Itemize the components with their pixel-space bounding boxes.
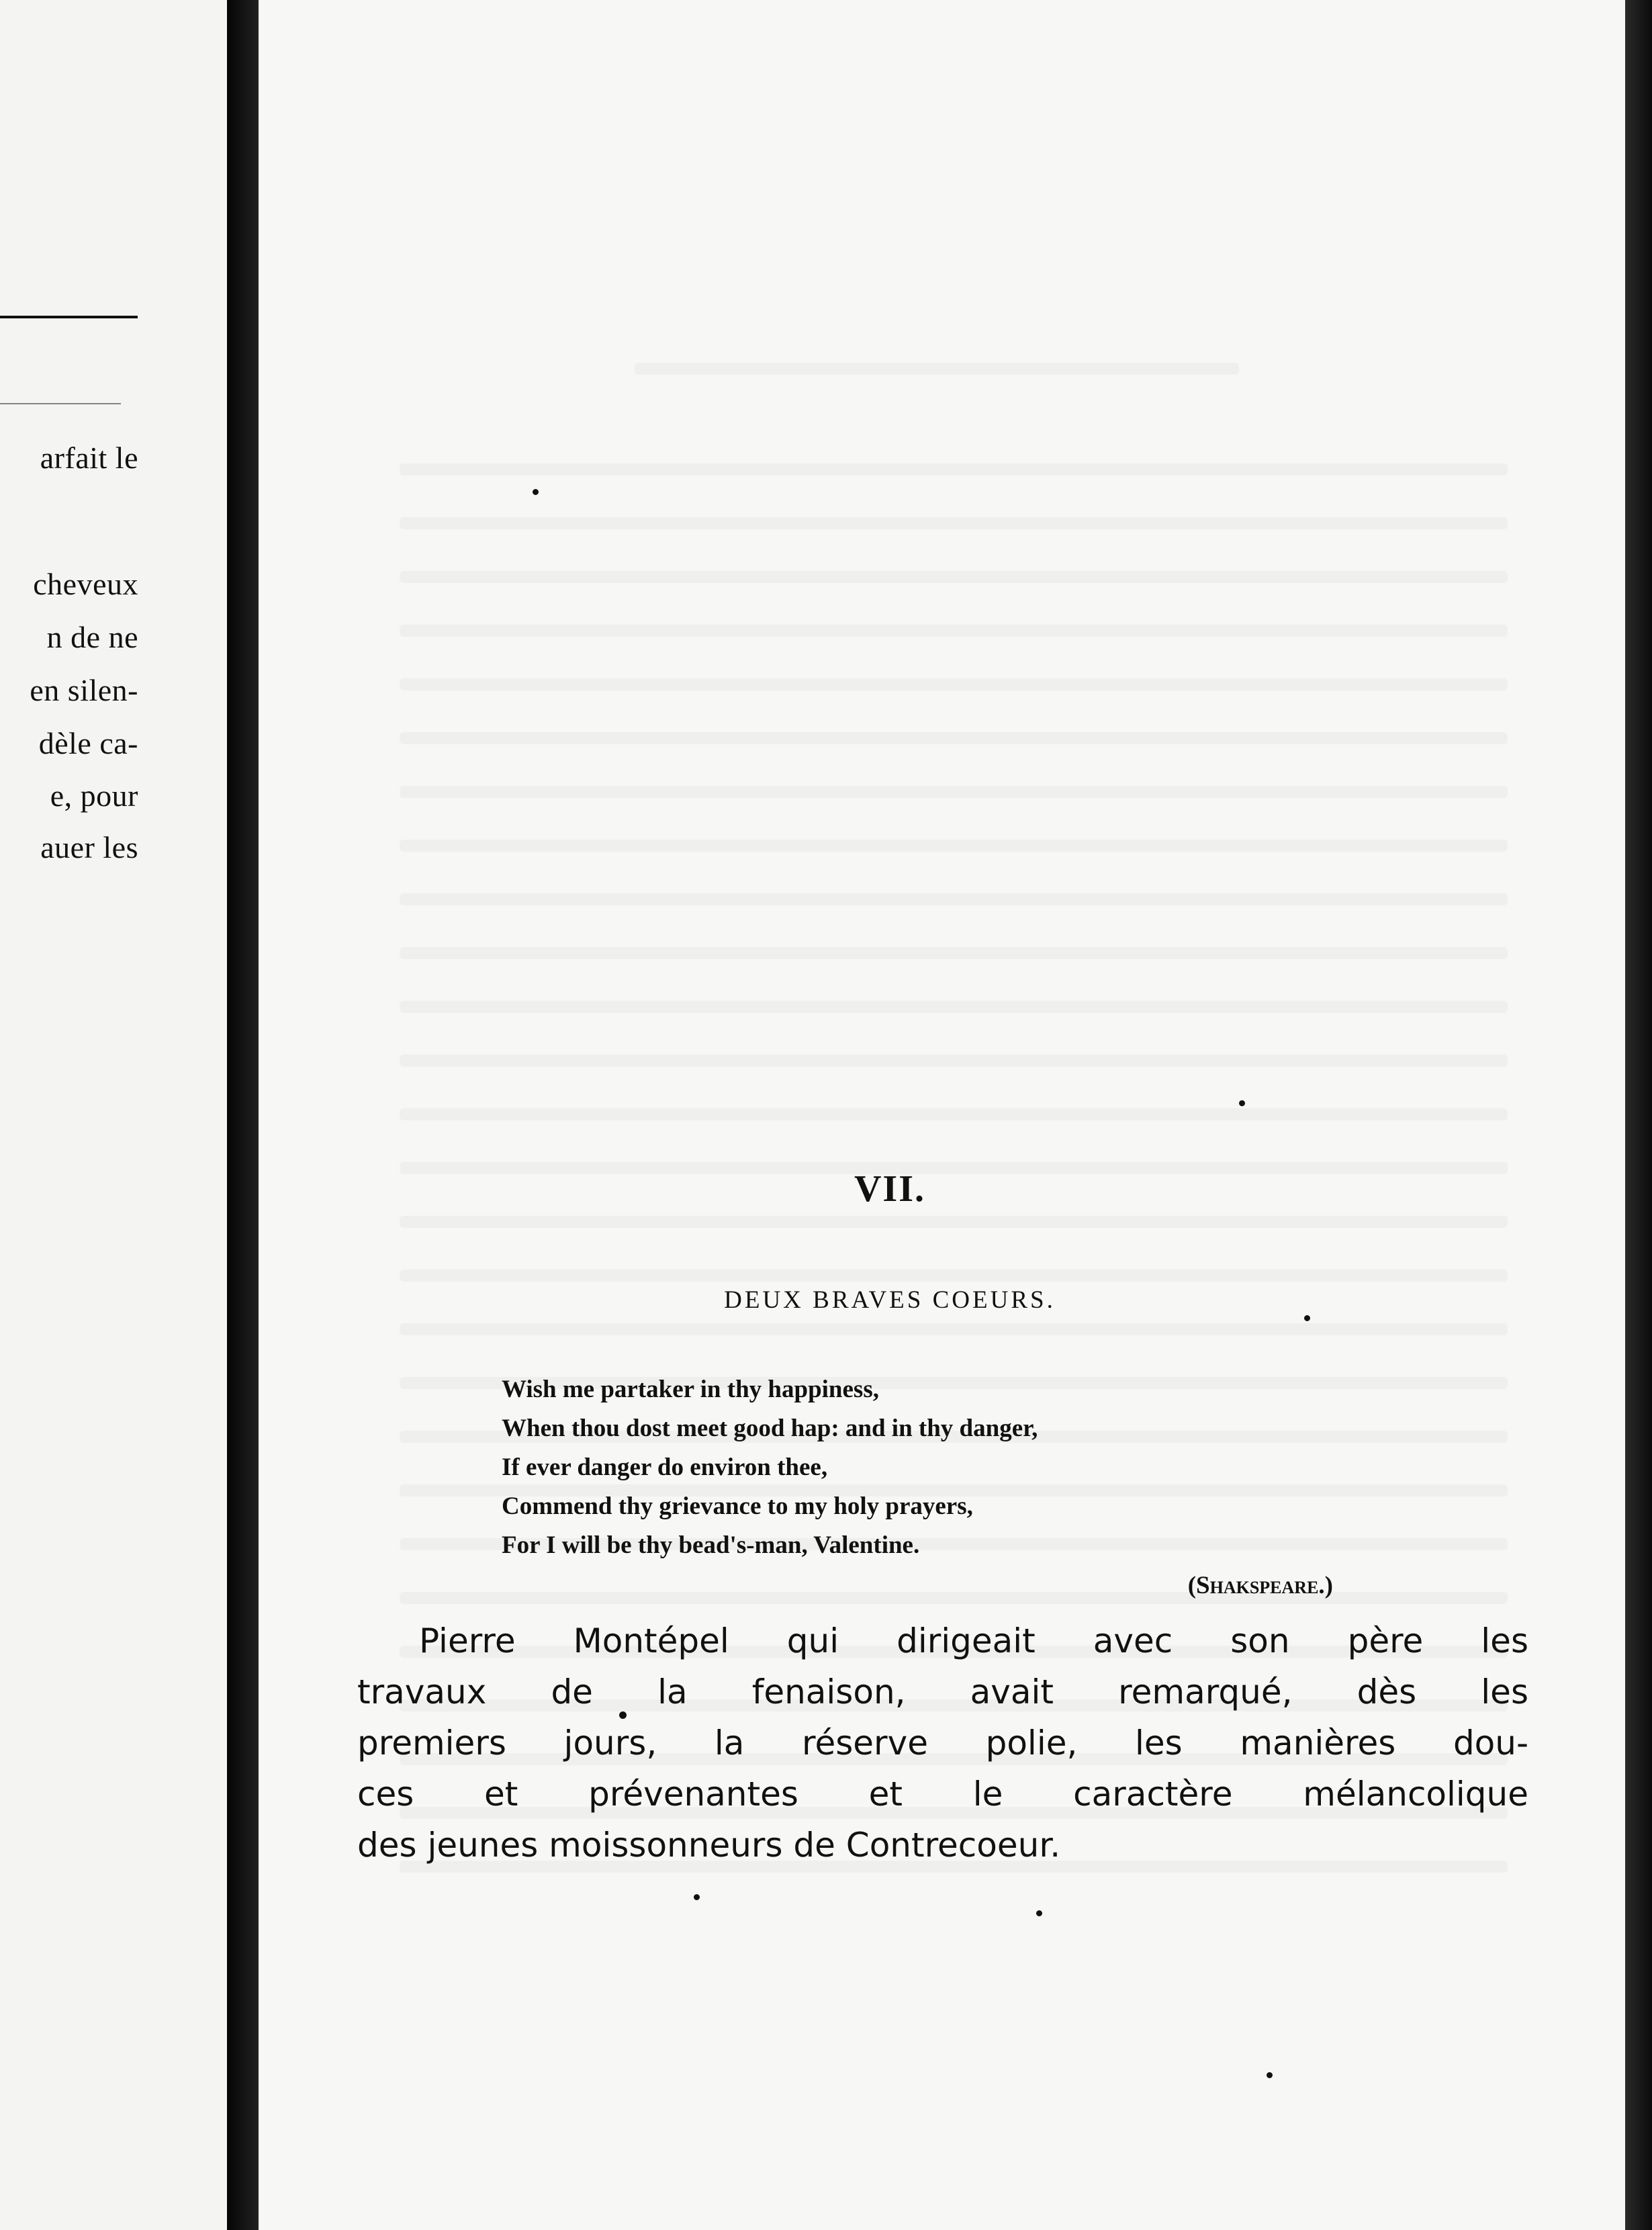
scan-speck [1036, 1910, 1042, 1916]
epigraph-line: For I will be thy bead's-man, Valentine. [502, 1531, 920, 1559]
body-line: ces et prévenantes et le caractère mélancolique [357, 1775, 1528, 1814]
scan-speck [1304, 1315, 1310, 1321]
show-through-text [400, 1055, 1508, 1067]
left-page-top-rule [0, 316, 138, 318]
show-through-text [400, 732, 1508, 744]
left-page-fragment: n de ne [46, 620, 138, 654]
left-page-secondary-rule [0, 403, 121, 404]
show-through-text [400, 840, 1508, 852]
left-page-fragment: cheveux [33, 567, 138, 601]
body-line: travaux de la fenaison, avait remarqué, dès les [357, 1672, 1528, 1711]
scan-speck [694, 1894, 700, 1900]
epigraph-line: Wish me partaker in thy happiness, [502, 1376, 879, 1403]
show-through-text [400, 1269, 1508, 1282]
left-page-fragment: auer les [40, 830, 138, 864]
scan-speck [533, 489, 539, 495]
scan-speck [1267, 2072, 1273, 2078]
show-through-text [400, 517, 1508, 529]
right-page [259, 0, 1625, 2230]
scan-speck [1239, 1100, 1245, 1106]
show-through-text [400, 571, 1508, 583]
show-through-text [400, 1108, 1508, 1120]
show-through-text [400, 1216, 1508, 1228]
right-page-edge-shadow [1625, 0, 1652, 2230]
epigraph-line: If ever danger do environ thee, [502, 1454, 828, 1481]
epigraph-attribution: (Shakspeare.) [1187, 1572, 1333, 1599]
left-page-fragment: e, pour [50, 778, 138, 813]
scan-speck [619, 1711, 627, 1719]
left-page-fragment: en silen- [30, 673, 138, 707]
show-through-text [400, 893, 1508, 905]
left-page-fragment: dèle ca- [38, 726, 138, 760]
body-line: premiers jours, la réserve polie, les manières dou- [357, 1724, 1528, 1763]
show-through-text [400, 947, 1508, 959]
chapter-title: DEUX BRAVES COEURS. [724, 1286, 1056, 1314]
show-through-text [400, 678, 1508, 690]
body-line: des jeunes moissonneurs de Contrecoeur. [357, 1826, 1061, 1865]
show-through-text [400, 786, 1508, 798]
epigraph [502, 1370, 1334, 1605]
show-through-text [400, 625, 1508, 637]
epigraph-line: Commend thy grievance to my holy prayers, [502, 1492, 973, 1520]
show-through-text [400, 1001, 1508, 1013]
show-through-text [400, 463, 1508, 476]
left-page-fragment: arfait le [40, 441, 138, 475]
chapter-number: VII. [854, 1168, 926, 1210]
body-line: Pierre Montépel qui dirigeait avec son père les [419, 1621, 1528, 1660]
epigraph-line: When thou dost meet good hap: and in thy danger, [502, 1415, 1038, 1442]
show-through-text [635, 363, 1239, 375]
body-paragraph [357, 1615, 1528, 1871]
left-facing-page [0, 0, 227, 2230]
show-through-text [400, 1323, 1508, 1335]
